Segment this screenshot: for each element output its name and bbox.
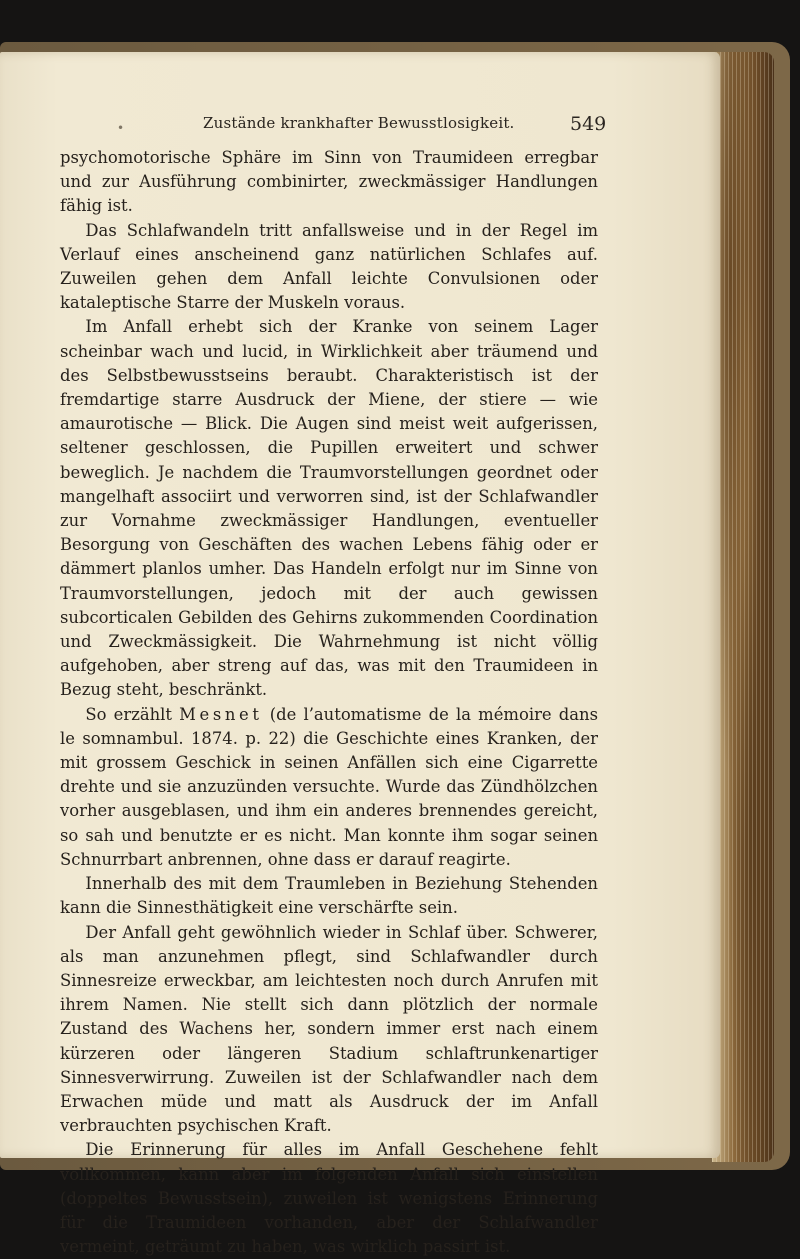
page-edges: [712, 52, 774, 1162]
paragraph: Im Anfall erhebt sich der Kranke von seinem Lager scheinbar wach und lucid, in Wirklichkeit aber träumend und des Selbstbewusstseins beraubt. Charakteristisch ist der fremdartige starre Ausdruck der Miene, der stiere — wie amaurotische — Blick. Die Augen sind meist weit aufgerissen, seltener geschlossen, die Pupillen erweitert und schwer beweglich. Je nachdem die Traumvorstellungen geordnet oder mangelhaft associirt und verworren sind, ist der Schlafwandler zur Vornahme zweckmässiger Handlungen, eventueller Besorgung von Geschäften des wachen Lebens fähig oder er dämmert planlos umher. Das Handeln erfolgt nur im Sinne von Traumvorstellungen, jedoch mit der auch gewissen subcorticalen Gebilden des Gehirns zukommenden Coordination und Zweckmässigkeit. Die Wahrnehmung ist nicht völlig aufgehoben, aber streng auf das, was mit den Traumideen in Bezug steht, beschränkt.: [60, 317, 598, 700]
paragraph: Innerhalb des mit dem Traumleben in Beziehung Stehenden kann die Sinnesthätigkeit eine verschärfte sein.: [60, 874, 598, 918]
author-name: Mesnet: [179, 704, 263, 724]
page-number: 549: [570, 113, 607, 135]
paragraph-suffix: (de l’automatisme de la mémoire dans le somnambul. 1874. p. 22) die Geschichte eines Kranken, der mit grossem Geschick in seinen Anfällen sich eine Cigarrette drehte und sie anzuzünden versuchte. Wurde das Zündhölzchen vorher ausgeblasen, und ihm ein anderes brennendes gereicht, so sah und benutzte er es nicht. Man konnte ihm sogar seinen Schnurrbart anbrennen, ohne dass er darauf reagirte.: [60, 704, 598, 869]
paragraph: psychomotorische Sphäre im Sinn von Traumideen erregbar und zur Ausführung combinirter, zweckmässiger Handlungen fähig ist.: [60, 148, 598, 216]
margin-mark: •: [117, 121, 125, 135]
body-text: [60, 146, 598, 1259]
paragraph: Die Erinnerung für alles im Anfall Geschehene fehlt vollkommen, kann aber im folgenden Anfall sich einstellen (doppeltes Bewusstsein), zuweilen ist wenigstens Erinnerung für die Traumideen vorhanden, aber der Schlafwandler vermeint, geträumt zu haben, was wirklich passirt ist.: [60, 1140, 598, 1257]
paragraph-prefix: So erzählt: [85, 704, 180, 724]
paragraph: Das Schlafwandeln tritt anfallsweise und in der Regel im Verlauf eines anscheinend ganz natürlichen Schlafes auf. Zuweilen gehen dem Anfall leichte Convulsionen oder kataleptische Starre der Muskeln voraus.: [60, 220, 598, 313]
page-header: [0, 114, 720, 140]
paragraph-citation: [60, 703, 598, 872]
paragraph: Der Anfall geht gewöhnlich wieder in Schlaf über. Schwerer, als man anzunehmen pflegt, sind Schlafwandler durch Sinnesreize erweckbar, am leichtesten noch durch Anrufen mit ihrem Namen. Nie stellt sich dann plötzlich der normale Zustand des Wachens her, sondern immer erst nach einem kürzeren oder längeren Stadium schlaftrunkenartiger Sinnesverwirrung. Zuweilen ist der Schlafwandler nach dem Erwachen müde und matt als Ausdruck der im Anfall verbrauchten psychischen Kraft.: [60, 922, 598, 1136]
running-title: Zustände krankhafter Bewusstlosigkeit.: [203, 114, 515, 132]
